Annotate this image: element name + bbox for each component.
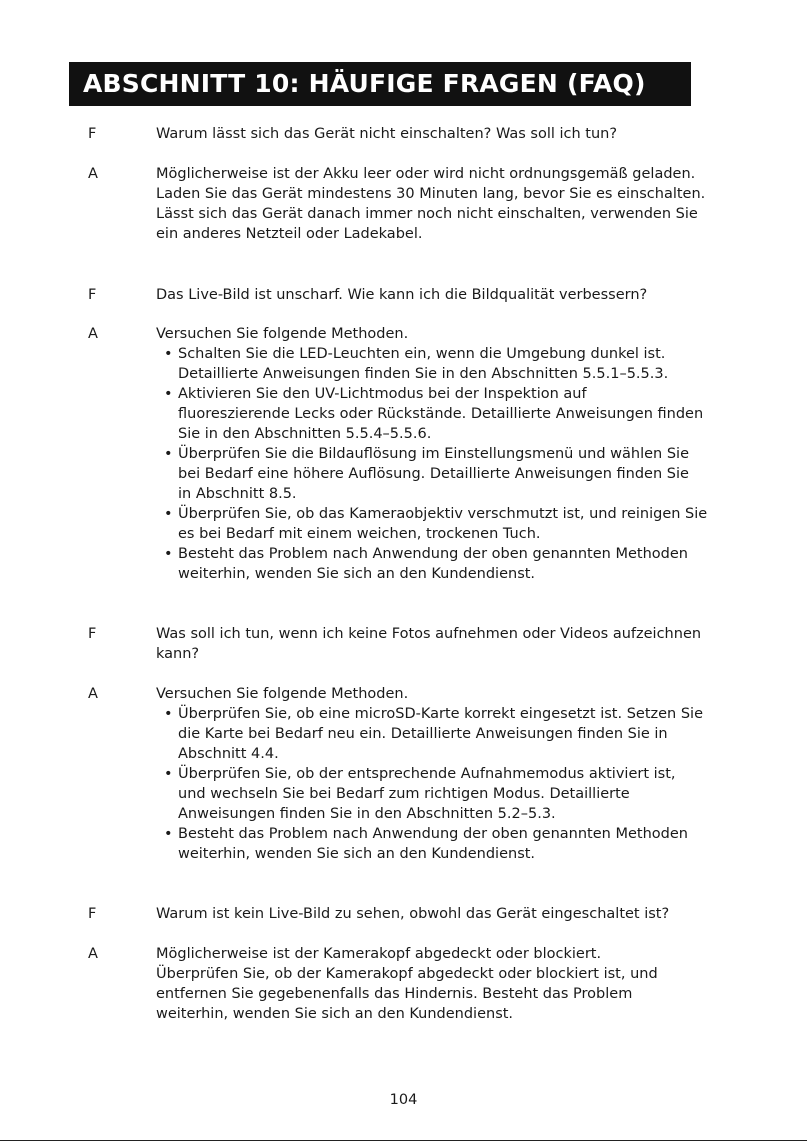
- bullet-item: [156, 344, 696, 384]
- question-marker: F: [88, 906, 97, 922]
- question-marker: F: [88, 126, 97, 142]
- answer-line: Möglicherweise ist der Akku leer oder wird nicht ordnungsgemäß geladen.: [156, 166, 696, 182]
- bullet-item: [156, 544, 696, 584]
- question-text: kann?: [156, 646, 200, 662]
- bullet-item: [156, 504, 708, 544]
- bullet-dot: •: [164, 506, 173, 522]
- section-title: ABSCHNITT 10: HÄUFIGE FRAGEN (FAQ): [69, 62, 691, 106]
- bullet-line: Besteht das Problem nach Anwendung der oben genannten Methoden: [178, 826, 688, 842]
- bullet-dot: •: [164, 386, 173, 402]
- answer-line: Möglicherweise ist der Kamerakopf abgedeckt oder blockiert.: [156, 946, 602, 962]
- answer-line: ein anderes Netzteil oder Ladekabel.: [156, 226, 423, 242]
- bullet-line: Überprüfen Sie die Bildauflösung im Einstellungsmenü und wählen Sie: [178, 446, 690, 462]
- bullet-line: in Abschnitt 8.5.: [178, 486, 297, 502]
- answer-line: Versuchen Sie folgende Methoden.: [156, 326, 409, 342]
- bullet-line: bei Bedarf eine höhere Auflösung. Detaillierte Anweisungen finden Sie: [178, 466, 689, 482]
- bullet-line: Aktivieren Sie den UV-Lichtmodus bei der Inspektion auf: [178, 386, 587, 402]
- answer-line: weiterhin, wenden Sie sich an den Kundendienst.: [156, 1006, 514, 1022]
- bullet-line: Detaillierte Anweisungen finden Sie in den Abschnitten 5.5.1–5.5.3.: [178, 366, 669, 382]
- answer-line: Laden Sie das Gerät mindestens 30 Minuten lang, bevor Sie es einschalten.: [156, 186, 706, 202]
- bullet-line: Abschnitt 4.4.: [178, 746, 279, 762]
- bullet-line: und wechseln Sie bei Bedarf zum richtigen Modus. Detaillierte: [178, 786, 630, 802]
- bullet-dot: •: [164, 546, 173, 562]
- bullet-line: die Karte bei Bedarf neu ein. Detaillierte Anweisungen finden Sie in: [178, 726, 668, 742]
- bottom-divider: [0, 1140, 807, 1141]
- bullet-line: es bei Bedarf mit einem weichen, trockenen Tuch.: [178, 526, 541, 542]
- answer-line: entfernen Sie gegebenenfalls das Hindernis. Besteht das Problem: [156, 986, 633, 1002]
- page-number: 104: [389, 1092, 418, 1108]
- answer-line: Lässt sich das Gerät danach immer noch nicht einschalten, verwenden Sie: [156, 206, 698, 222]
- question-text: Warum ist kein Live-Bild zu sehen, obwohl das Gerät eingeschaltet ist?: [156, 906, 670, 922]
- bullet-line: Sie in den Abschnitten 5.5.4–5.5.6.: [178, 426, 432, 442]
- bullet-line: Überprüfen Sie, ob eine microSD-Karte korrekt eingesetzt ist. Setzen Sie: [178, 706, 703, 722]
- answer-line: Versuchen Sie folgende Methoden.: [156, 686, 409, 702]
- answer-marker: A: [88, 946, 98, 962]
- bullet-dot: •: [164, 446, 173, 462]
- bullet-line: Überprüfen Sie, ob das Kameraobjektiv verschmutzt ist, und reinigen Sie: [178, 506, 708, 522]
- bullet-dot: •: [164, 826, 173, 842]
- answer-marker: A: [88, 166, 98, 182]
- question-text: Was soll ich tun, wenn ich keine Fotos aufnehmen oder Videos aufzeichnen: [156, 626, 702, 642]
- answer-marker: A: [88, 326, 98, 342]
- answer-line: Überprüfen Sie, ob der Kamerakopf abgedeckt oder blockiert ist, und: [156, 966, 658, 982]
- question-marker: F: [88, 626, 97, 642]
- bullet-dot: •: [164, 766, 173, 782]
- bullet-line: weiterhin, wenden Sie sich an den Kundendienst.: [178, 566, 536, 582]
- bullet-line: Anweisungen finden Sie in den Abschnitten 5.2–5.3.: [178, 806, 556, 822]
- bullet-item: [156, 444, 696, 504]
- answer-marker: A: [88, 686, 98, 702]
- question-marker: F: [88, 287, 97, 303]
- question-text: Warum lässt sich das Gerät nicht einschalten? Was soll ich tun?: [156, 126, 618, 142]
- bullet-dot: •: [164, 346, 173, 362]
- bullet-item: [156, 824, 696, 864]
- bullet-item: [156, 704, 703, 764]
- bullet-dot: •: [164, 706, 173, 722]
- bullet-line: Schalten Sie die LED-Leuchten ein, wenn die Umgebung dunkel ist.: [178, 346, 666, 362]
- bullet-item: [156, 764, 696, 824]
- bullet-line: Überprüfen Sie, ob der entsprechende Aufnahmemodus aktiviert ist,: [178, 766, 676, 782]
- bullet-line: Besteht das Problem nach Anwendung der oben genannten Methoden: [178, 546, 688, 562]
- bullet-line: fluoreszierende Lecks oder Rückstände. Detaillierte Anweisungen finden: [178, 406, 704, 422]
- bullet-item: [156, 384, 704, 444]
- bullet-line: weiterhin, wenden Sie sich an den Kundendienst.: [178, 846, 536, 862]
- question-text: Das Live-Bild ist unscharf. Wie kann ich die Bildqualität verbessern?: [156, 287, 648, 303]
